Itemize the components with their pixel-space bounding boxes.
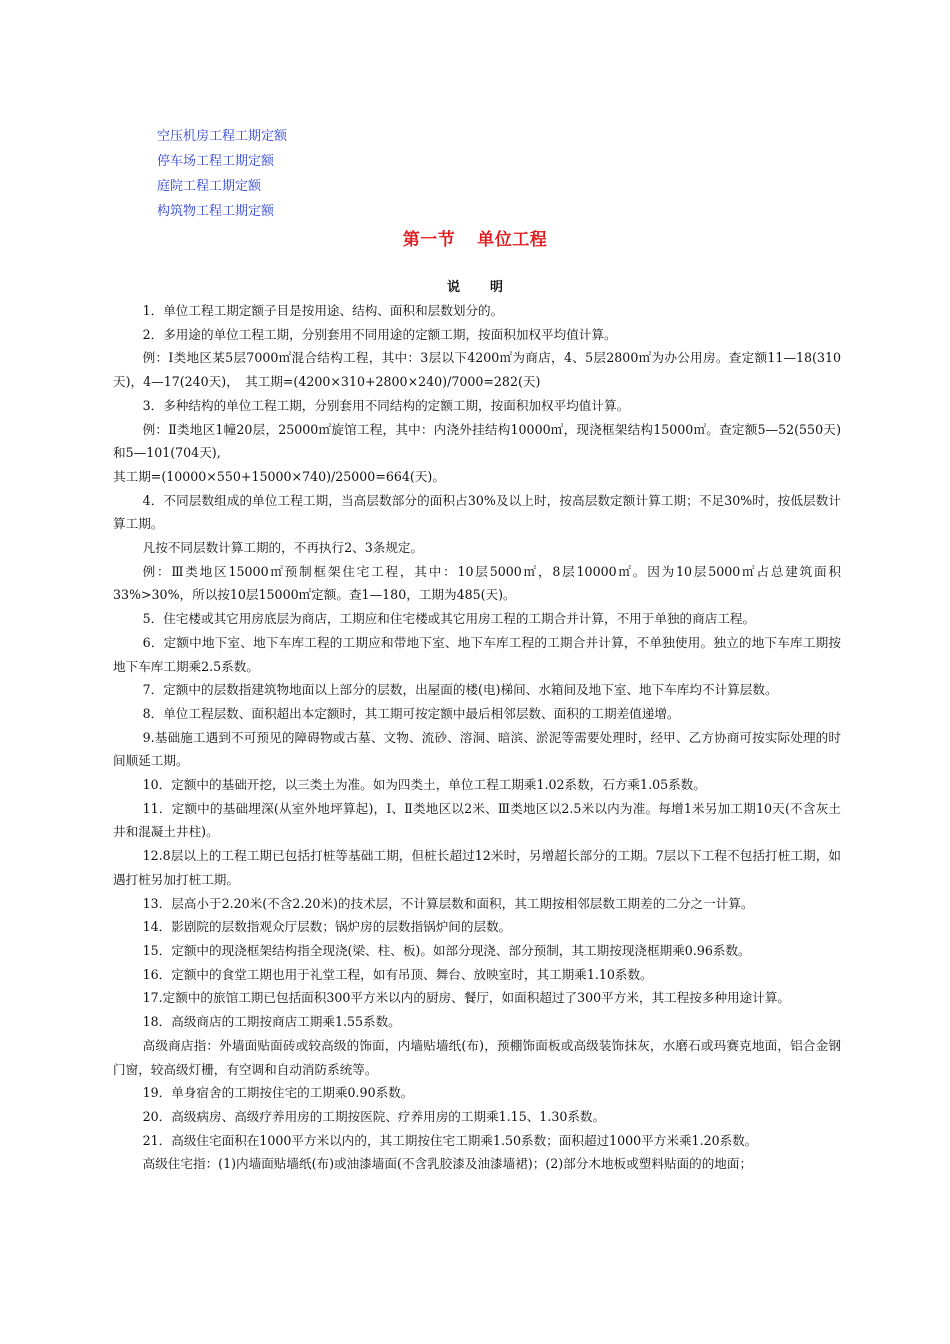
paragraph: 2．多用途的单位工程工期，分别套用不同用途的定额工期，按面积加权平均值计算。 [142, 326, 617, 342]
paragraph: 3．多种结构的单位工程工期，分别套用不同结构的定额工期，按面积加权平均值计算。 [142, 397, 630, 413]
link-air-compressor-room[interactable]: 空压机房工程工期定额 [157, 129, 288, 144]
paragraph: 8．单位工程层数、面积超出本定额时，其工期可按定额中最后相邻层数、面积的工期差值递增。 [142, 705, 680, 721]
document-body [113, 299, 841, 1176]
explanation-heading-part1: 说 [446, 280, 460, 295]
paragraph: 11．定额中的基础埋深(从室外地坪算起)，Ⅰ、Ⅱ类地区以2米、Ⅲ类地区以2.5米以内为准。每增1米另加工期10天(不含灰土井和混凝土井柱)。 [113, 800, 841, 840]
paragraph: 5．住宅楼或其它用房底层为商店，工期应和住宅楼或其它用房工程的工期合并计算，不用于单独的商店工程。 [142, 611, 756, 627]
paragraph: 6．定额中地下室、地下车库工程的工期应和带地下室、地下车库工程的工期合并计算，不单独使用。独立的地下车库工期按地下车库工期乘2.5系数。 [113, 634, 841, 674]
paragraph: 9.基础施工遇到不可预见的障碍物或古墓、文物、流砂、溶洞、暗滨、淤泥等需要处理时，经甲、乙方协商可按实际处理的时间顺延工期。 [113, 729, 841, 769]
paragraph: 例：Ⅲ类地区15000㎡预制框架住宅工程，其中：10层5000㎡，8层10000㎡。因为10层5000㎡占总建筑面积33%>30%，所以按10层15000㎡定额。查1—180，工期为485(天)。 [113, 563, 841, 603]
paragraph: 15．定额中的现浇框架结构指全现浇(梁、柱、板)。如部分现浇、部分预制，其工期按现浇框期乘0.96系数。 [142, 942, 751, 958]
paragraph: 21．高级住宅面积在1000平方米以内的，其工期按住宅工期乘1.50系数；面积超过1000平方米乘1.20系数。 [142, 1132, 758, 1148]
explanation-heading [0, 276, 950, 295]
paragraph: 19．单身宿舍的工期按住宅的工期乘0.90系数。 [142, 1085, 414, 1101]
paragraph: 其工期=(10000×550+15000×740)/25000=664(天)。 [113, 468, 445, 484]
section-number: 第一节 [402, 230, 456, 250]
paragraph: 例：Ⅰ类地区某5层7000㎡混合结构工程，其中：3层以下4200㎡为商店，4、5层2800㎡为办公用房。查定额11—18(310天)，4—17(240天)， 其工期=(4200×310+2800×240)/7000=282(天) [113, 350, 841, 390]
paragraph: 18．高级商店的工期按商店工期乘1.55系数。 [142, 1014, 401, 1030]
paragraph: 13．层高小于2.20米(不含2.20米)的技术层，不计算层数和面积，其工期按相邻层数工期差的二分之一计算。 [142, 895, 754, 911]
paragraph: 例：Ⅱ类地区1幢20层，25000㎡旋馆工程，其中：内浇外挂结构10000㎡，现浇框架结构15000㎡。查定额5—52(550天)和5—101(704天), [113, 421, 841, 461]
paragraph: 1．单位工程工期定额子目是按用途、结构、面积和层数划分的。 [142, 303, 504, 318]
paragraph: 高级住宅指：(1)内墙面贴墙纸(布)或油漆墙面(不含乳胶漆及油漆墙裙)；(2)部分木地板或塑料贴面的的地面； [142, 1156, 753, 1172]
related-links [157, 124, 287, 224]
paragraph: 10．定额中的基础开挖，以三类土为准。如为四类土，单位工程工期乘1.02系数，石方乘1.05系数。 [142, 777, 706, 793]
paragraph: 高级商店指：外墙面贴面砖或较高级的饰面，内墙贴墙纸(布)，预棚饰面板或高级装饰抹灰，水磨石或玛赛克地面，铝合金钢门窗，较高级灯栅，有空调和自动消防系统等。 [113, 1037, 841, 1077]
paragraph: 17.定额中的旅馆工期已包括面积300平方米以内的厨房、餐厅，如面积超过了300平方米，其工程按多种用途计算。 [142, 990, 791, 1006]
paragraph: 7．定额中的层数指建筑物地面以上部分的层数，出屋面的楼(电)梯间、水箱间及地下室、地下车库均不计算层数。 [142, 682, 778, 698]
section-title [0, 225, 950, 250]
link-courtyard[interactable]: 庭院工程工期定额 [157, 179, 262, 194]
paragraph: 4．不同层数组成的单位工程工期，当高层数部分的面积占30%及以上时，按高层数定额计算工期；不足30%时，按低层数计算工期。 [113, 492, 841, 532]
link-structures[interactable]: 构筑物工程工期定额 [157, 204, 275, 219]
paragraph: 12.8层以上的工程工期已包括打桩等基础工期，但桩长超过12米时，另增超长部分的工期。7层以下工程不包括打桩工期，如遇打桩另加打桩工期。 [113, 848, 841, 887]
paragraph: 14．影剧院的层数指观众厅层数；锅炉房的层数指锅炉间的层数。 [142, 919, 512, 935]
section-name: 单位工程 [477, 230, 548, 250]
paragraph: 凡按不同层数计算工期的，不再执行2、3条规定。 [142, 540, 424, 556]
link-parking-lot[interactable]: 停车场工程工期定额 [157, 154, 275, 169]
paragraph: 20．高级病房、高级疗养用房的工期按医院、疗养用房的工期乘1.15、1.30系数。 [142, 1108, 606, 1124]
explanation-heading-part2: 明 [490, 280, 504, 295]
paragraph: 16．定额中的食堂工期也用于礼堂工程，如有吊顶、舞台、放映室时，其工期乘1.10系数。 [142, 966, 653, 982]
